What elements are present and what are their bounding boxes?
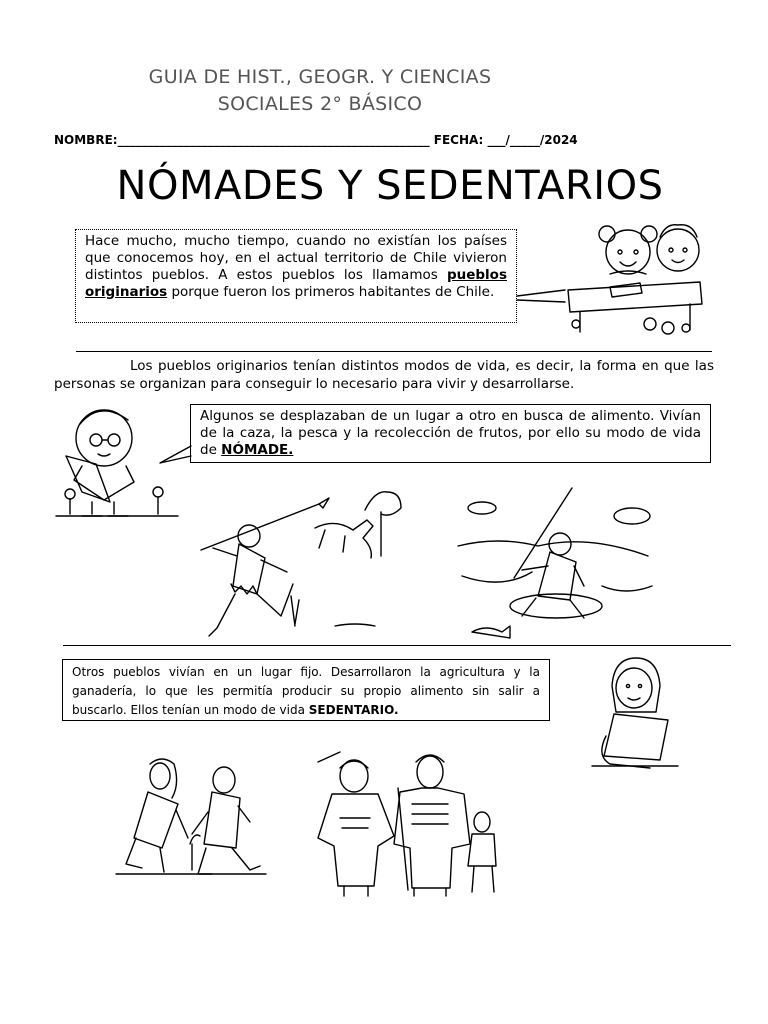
farmers-illustration (112, 752, 268, 878)
divider-1 (76, 351, 712, 352)
hunter-illustration (195, 476, 415, 648)
nomade-highlight: NÓMADE. (221, 442, 294, 458)
nomade-text: Algunos se desplazaban de un lugar a otro en busca de alimento. Vivían de la caza, la pesca y la recolección de frutos, por ello su modo de vida de (200, 408, 701, 458)
fisher-illustration (452, 486, 662, 642)
ways-of-life-paragraph: Los pueblos originarios tenían distintos modos de vida, es decir, la forma en que las personas se organizan para conseguir lo necesario para vivir y desarrollarse. (54, 358, 714, 392)
nomade-text-box (190, 404, 711, 463)
divider-2 (63, 645, 731, 646)
intro-text: Hace mucho, mucho tiempo, cuando no existían los países que conocemos hoy, en el actual territorio de Chile vivieron distintos pueblos. A estos pueblos los llamamos (85, 233, 507, 283)
name-date-field: NOMBRE:____________________________________________________ FECHA: ___/_____/2024 (54, 133, 578, 147)
guide-title-line2: SOCIALES 2° BÁSICO (217, 93, 423, 115)
intro-text-end: porque fueron los primeros habitantes de Chile. (167, 284, 495, 300)
intro-highlight: pueblos originarios (85, 267, 507, 300)
speech-pointer (158, 436, 192, 470)
sedentario-text-box (62, 659, 550, 721)
sedentario-text: Otros pueblos vivían en un lugar fijo. Desarrollaron la agricultura y la ganadería, lo que les permitía producir su propio alimento sin salir a buscarlo. Ellos tenían un modo de vida (72, 665, 540, 717)
children-at-desk-illustration (510, 212, 710, 344)
sitting-girl-illustration (586, 656, 682, 774)
guide-title-line1: GUIA DE HIST., GEOGR. Y CIENCIAS (148, 66, 492, 88)
intro-text-box (75, 229, 517, 323)
family-illustration (312, 748, 518, 900)
sedentario-highlight: SEDENTARIO. (308, 703, 399, 717)
page-title: NÓMADES Y SEDENTARIOS (116, 163, 664, 209)
